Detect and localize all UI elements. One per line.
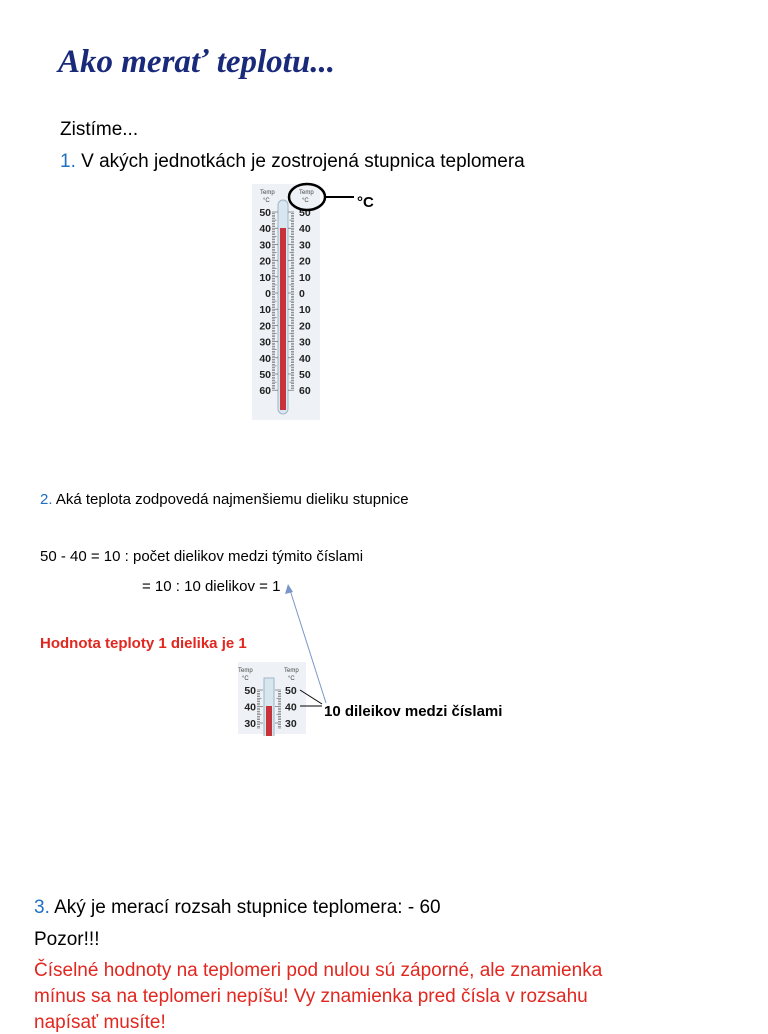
scale-label-right: 40 (299, 352, 311, 365)
warning-label: Pozor!!! (34, 929, 100, 950)
result-statement: Hodnota teploty 1 dielika je 1 (40, 635, 247, 652)
scale-label-right: 40 (299, 223, 311, 236)
intro-text: Zistíme... (60, 119, 139, 140)
question-1 (60, 151, 525, 173)
unit-callout-label: °C (357, 194, 374, 211)
question-2-number: 2. (40, 491, 53, 508)
thermometer-full-image (240, 180, 400, 425)
scale-label-left: 30 (259, 336, 271, 349)
thermometer-detail-header-right-temp: Temp (284, 668, 299, 674)
scale-label-left: 20 (259, 320, 271, 333)
calc-line-1: 50 - 40 = 10 : počet dielikov medzi týmito číslami (40, 548, 364, 565)
thermometer-detail-header-right-unit: °C (288, 676, 295, 682)
question-1-text: V akých jednotkách je zostrojená stupnica teplomera (75, 151, 525, 172)
scale-label-right: 20 (299, 255, 311, 268)
scale-label-left: 10 (259, 271, 271, 284)
scale-label-left: 50 (259, 369, 271, 381)
thermometer-header-right-temp: Temp (299, 190, 314, 196)
thermometer-detail-header-left-temp: Temp (238, 668, 253, 674)
thermometer-mercury (280, 228, 286, 410)
thermometer-detail-mercury (266, 706, 272, 736)
scale-label-left: 50 (259, 207, 271, 219)
question-3-text: Aký je merací rozsah stupnice teplomera: - 60 (49, 897, 441, 918)
scale-label-left: 20 (259, 255, 271, 268)
thermometer-header-left-temp: Temp (260, 190, 275, 196)
pointer-arrow-head (285, 584, 293, 594)
calc-line-2: = 10 : 10 dielikov = 1 (142, 578, 281, 595)
scale-label-left: 0 (265, 288, 271, 300)
scale-label-left: 10 (259, 304, 271, 317)
scale-label-right: 60 (299, 385, 311, 398)
thermometer-detail-image (230, 662, 520, 736)
scale-label-left: 30 (244, 718, 256, 730)
scale-label-left: 50 (244, 685, 256, 697)
scale-label-left: 30 (259, 239, 271, 252)
scale-label-right: 20 (299, 320, 311, 333)
note-line-3: napísať musíte! (34, 1012, 166, 1033)
scale-label-right: 30 (285, 718, 297, 730)
scale-label-right: 0 (299, 288, 305, 300)
scale-label-left: 40 (244, 701, 256, 714)
question-1-number: 1. (60, 151, 76, 172)
thermometer-header-left-unit: °C (263, 198, 270, 204)
note-line-2: mínus sa na teplomeri nepíšu! Vy znamienka pred čísla v rozsahu (34, 986, 588, 1007)
scale-label-right: 50 (299, 207, 311, 219)
question-3 (34, 897, 441, 919)
thermometer-header-right-unit: °C (302, 198, 309, 204)
thermometer-detail-header-left-unit: °C (242, 676, 249, 682)
scale-label-right: 10 (299, 304, 311, 317)
question-3-number: 3. (34, 897, 50, 918)
note-line-1: Číselné hodnoty na teplomeri pod nulou sú záporné, ale znamienka (34, 960, 603, 981)
divisions-callout: 10 dileikov medzi číslami (324, 703, 503, 720)
page-title: Ako merať teplotu... (58, 44, 335, 80)
scale-label-right: 50 (285, 685, 297, 697)
scale-label-right: 10 (299, 271, 311, 284)
scale-label-left: 40 (259, 223, 271, 236)
scale-label-left: 60 (259, 385, 271, 398)
scale-label-left: 40 (259, 352, 271, 365)
question-2-text: Aká teplota zodpovedá najmenšiemu dieliku stupnice (52, 491, 409, 508)
scale-label-right: 40 (285, 701, 297, 714)
scale-label-right: 30 (299, 336, 311, 349)
scale-label-right: 30 (299, 239, 311, 252)
scale-label-right: 50 (299, 369, 311, 381)
question-2 (40, 491, 409, 508)
